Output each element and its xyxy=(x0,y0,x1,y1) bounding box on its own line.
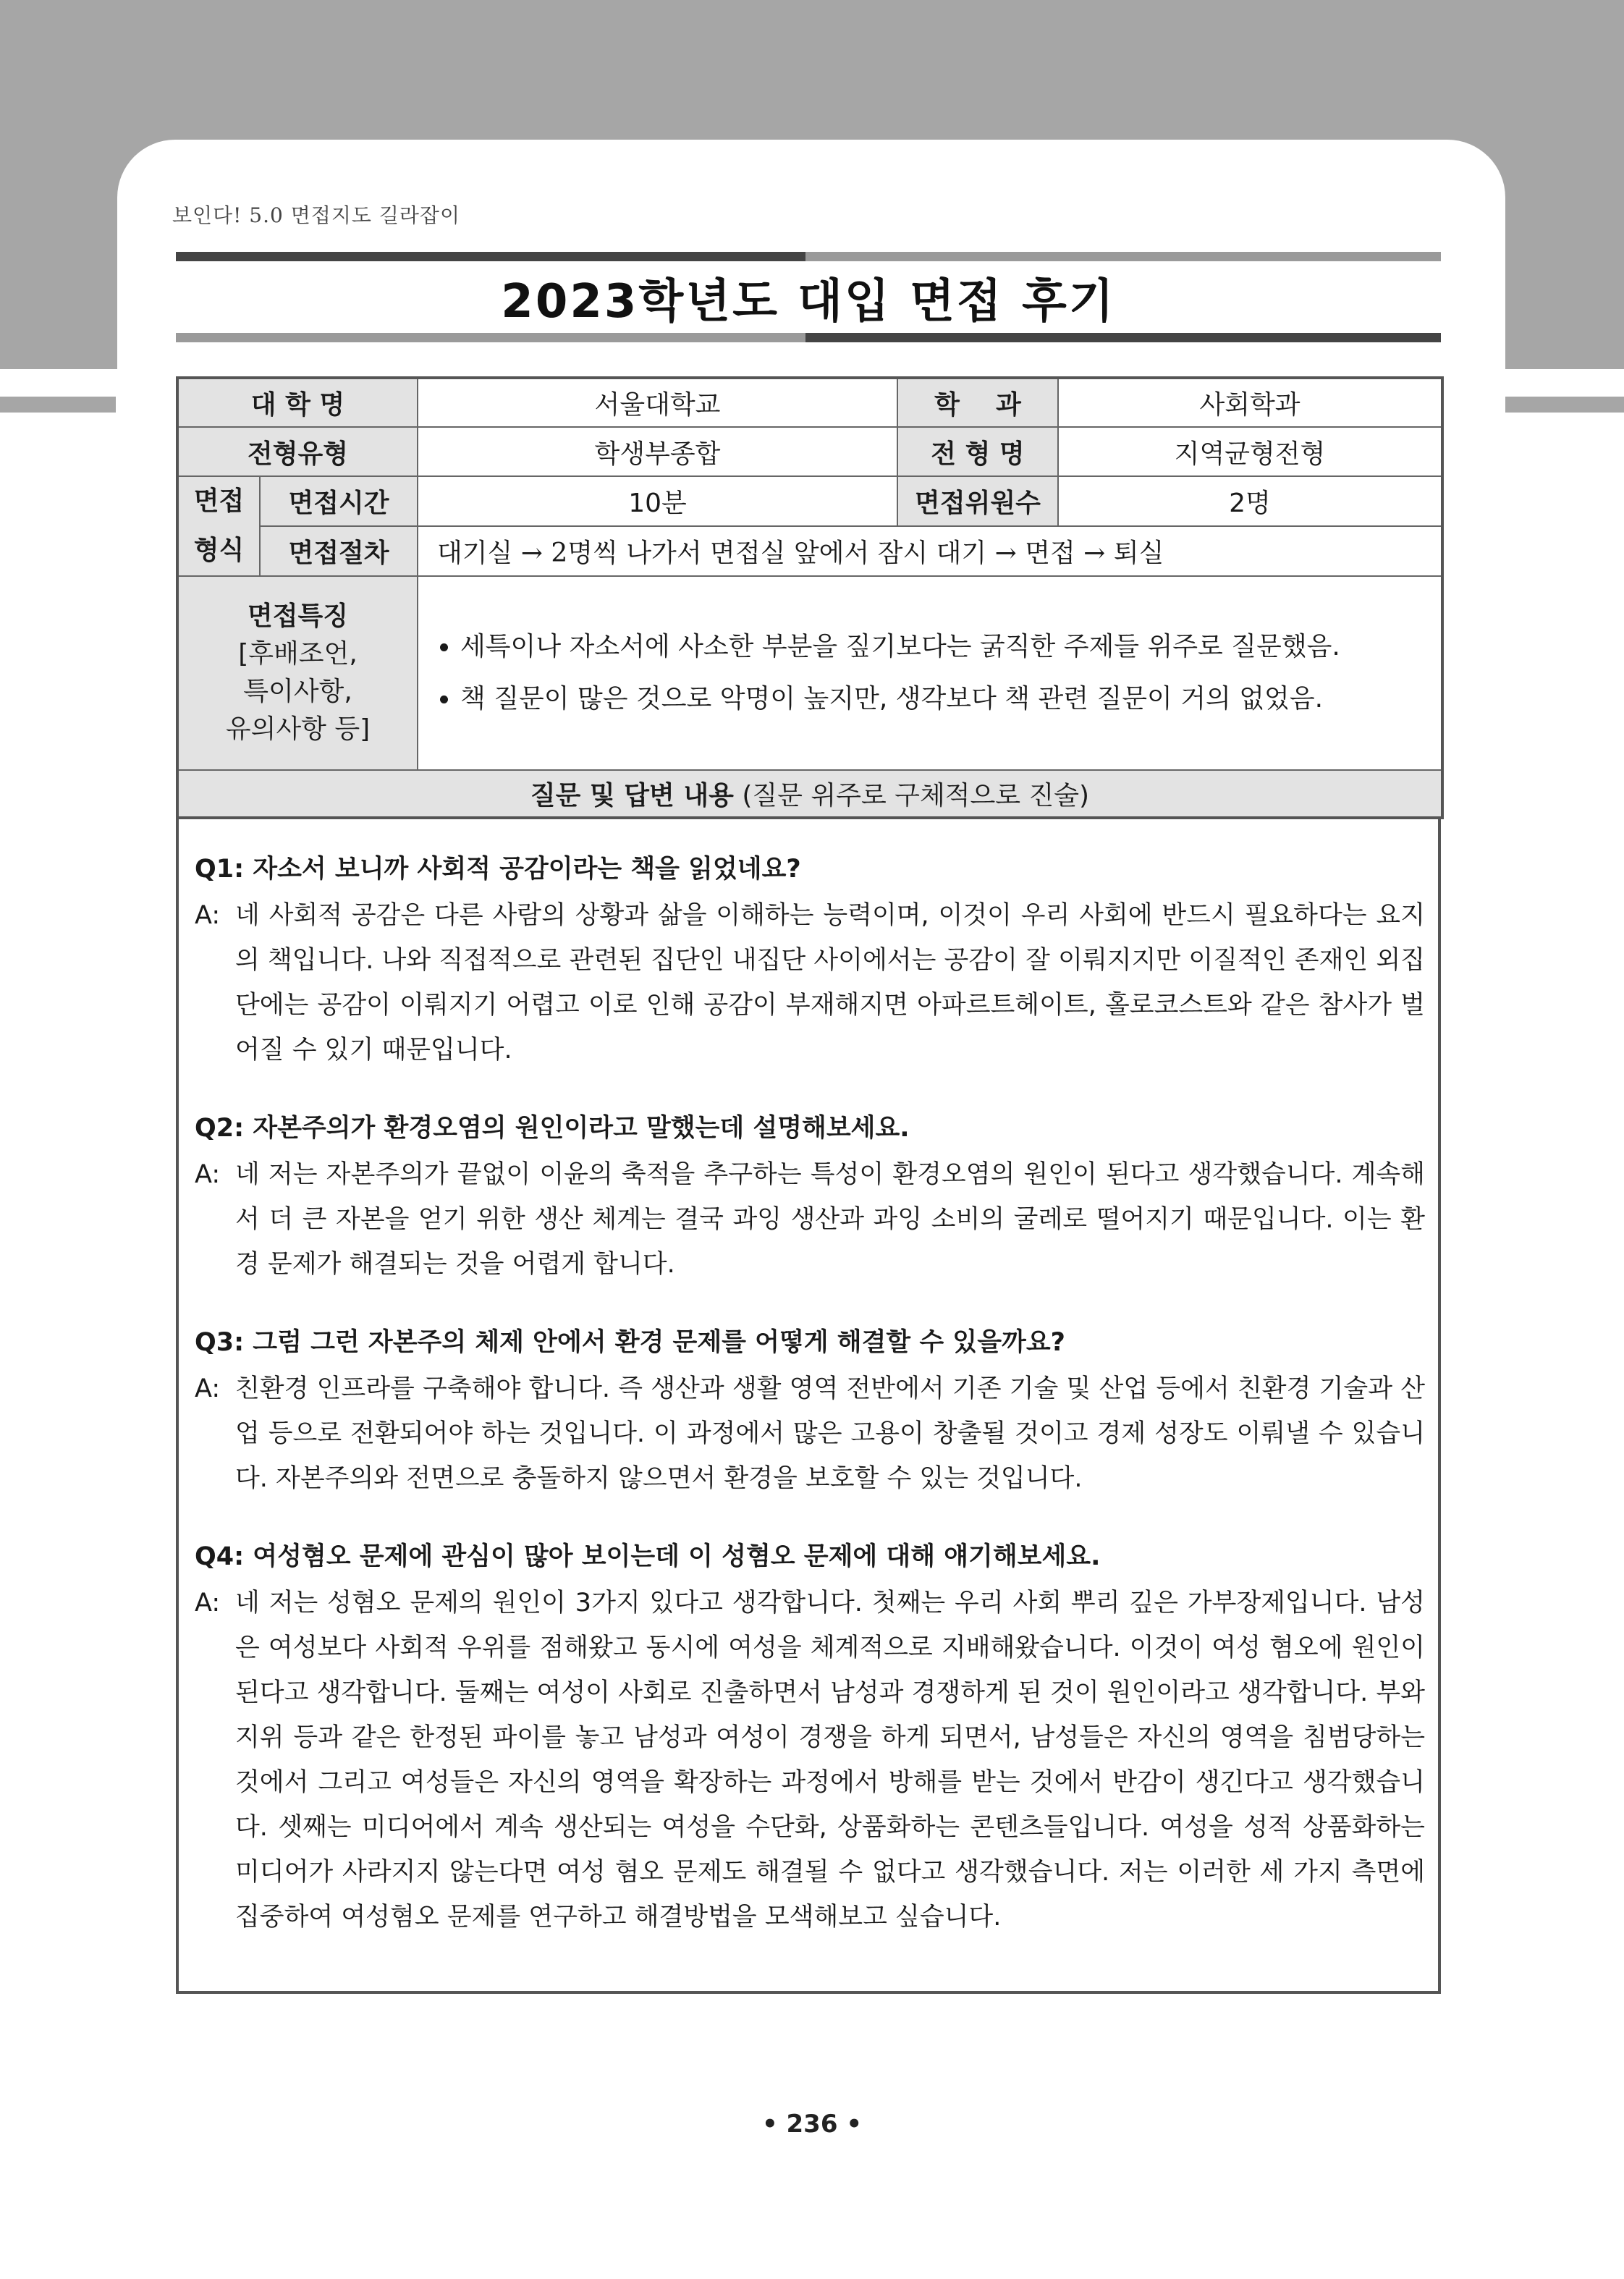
qa-item xyxy=(195,845,1425,1073)
table-row xyxy=(177,378,1442,427)
side-rule-left xyxy=(0,397,116,413)
admission-name-label: 전 형 명 xyxy=(897,427,1058,476)
list-item: • 책 질문이 많은 것으로 악명이 높지만, 생각보다 책 관련 질문이 거의 없었음. xyxy=(460,673,1441,725)
admission-name-value: 지역균형전형 xyxy=(1058,427,1442,476)
qa-item xyxy=(195,1533,1425,1940)
title-rule-bottom xyxy=(176,333,1441,342)
format-label-line: 형식 xyxy=(193,536,245,565)
question: Q1: 자소서 보니까 사회적 공감이라는 책을 읽었네요? xyxy=(195,855,801,884)
side-rule-right xyxy=(1505,397,1624,413)
answer xyxy=(195,1152,1425,1287)
answer-prefix: A: xyxy=(195,901,221,930)
answer-text: 네 저는 성혐오 문제의 원인이 3가지 있다고 생각합니다. 첫째는 우리 사회 뿌리 깊은 가부장제입니다. 남성은 여성보다 사회적 우위를 점해왔고 동시에 여성을 체계적으로 지배해왔습니다. 이것이 여성 혐오에 원인이 된다고 생각합니다. 둘째는 여성이 사회로 진출하면서 남성과 경쟁하게 된 것이 원인이라고 생각합니다. 부와 지위 등과 같은 한정된 파이를 놓고 남성과 여성이 경쟁을 하게 되면서, 남성들은 자신의 영역을 침범당하는 것에서 그리고 여성들은 자신의 영역을 확장하는 과정에서 방해를 받는 것에서 반감이 생긴다고 생각했습니다. 셋째는 미디어에서 계속 생산되는 여성을 수단화, 상품화하는 콘텐츠들입니다. 여성을 성적 상품화하는 미디어가 사라지지 않는다면 여성 혐오 문제도 해결될 수 없다고 생각했습니다. 저는 이러한 세 가지 측면에 집중하여 여성혐오 문제를 연구하고 해결방법을 모색해보고 싶습니다. xyxy=(235,1589,1425,1932)
answer-text: 네 사회적 공감은 다른 사람의 상황과 삶을 이해하는 능력이며, 이것이 우리 사회에 반드시 필요하다는 요지의 책입니다. 나와 직접적으로 관련된 집단인 내집단 사이에서는 공감이 잘 이뤄지지만 이질적인 존재인 외집단에는 공감이 이뤄지기 어렵고 이로 인해 공감이 부재해지면 아파르트헤이트, 홀로코스트와 같은 참사가 벌어질 수 있기 때문입니다. xyxy=(235,901,1425,1065)
features-label-line: 특이사항, xyxy=(243,677,352,706)
qa-item xyxy=(195,1319,1425,1501)
time-value: 10분 xyxy=(418,476,897,526)
qa-box xyxy=(176,816,1441,1994)
features-list xyxy=(418,576,1442,770)
qa-section-title: 질문 및 답변 내용 xyxy=(530,781,734,811)
university-value: 서울대학교 xyxy=(418,378,897,427)
question: Q4: 여성혐오 문제에 관심이 많아 보이는데 이 성혐오 문제에 대해 얘기해보세요. xyxy=(195,1542,1101,1571)
features-label-line: [후배조언, xyxy=(238,639,358,669)
procedure-label: 면접절차 xyxy=(260,526,418,576)
page-title: 2023학년도 대입 면접 후기 xyxy=(501,274,1116,329)
table-row xyxy=(177,576,1442,770)
question: Q2: 자본주의가 환경오염의 원인이라고 말했는데 설명해보세요. xyxy=(195,1114,910,1143)
interview-info-table xyxy=(176,376,1444,819)
department-label: 학 과 xyxy=(897,378,1058,427)
features-label-line: 유의사항 등] xyxy=(225,714,371,744)
table-row xyxy=(177,770,1442,818)
list-item: • 세특이나 자소서에 사소한 부분을 짚기보다는 굵직한 주제들 위주로 질문했음. xyxy=(460,621,1441,673)
answer-prefix: A: xyxy=(195,1589,221,1618)
answer xyxy=(195,1366,1425,1501)
answer-text: 친환경 인프라를 구축해야 합니다. 즉 생산과 생활 영역 전반에서 기존 기술 및 산업 등에서 친환경 기술과 산업 등으로 전환되어야 하는 것입니다. 이 과정에서 많은 고용이 창출될 것이고 경제 성장도 이뤄낼 수 있습니다. 자본주의와 전면으로 충돌하지 않으면서 환경을 보호할 수 있는 것입니다. xyxy=(235,1374,1425,1493)
interviewers-value: 2명 xyxy=(1058,476,1442,526)
features-label xyxy=(177,576,418,770)
interviewers-label: 면접위원수 xyxy=(897,476,1058,526)
answer xyxy=(195,1581,1425,1940)
format-label xyxy=(177,476,260,576)
table-row xyxy=(177,427,1442,476)
university-label: 대 학 명 xyxy=(177,378,418,427)
qa-item xyxy=(195,1104,1425,1287)
admission-type-label: 전형유형 xyxy=(177,427,418,476)
qa-section-header xyxy=(177,770,1442,818)
procedure-value: 대기실 → 2명씩 나가서 면접실 앞에서 잠시 대기 → 면접 → 퇴실 xyxy=(418,526,1442,576)
qa-section-note: (질문 위주로 구체적으로 진술) xyxy=(733,781,1090,811)
table-row xyxy=(177,476,1442,526)
title-rule-top xyxy=(176,252,1441,261)
admission-type-value: 학생부종합 xyxy=(418,427,897,476)
question: Q3: 그럼 그런 자본주의 체제 안에서 환경 문제를 어떻게 해결할 수 있을까요? xyxy=(195,1328,1065,1357)
answer-text: 네 저는 자본주의가 끝없이 이윤의 축적을 추구하는 특성이 환경오염의 원인이 된다고 생각했습니다. 계속해서 더 큰 자본을 얻기 위한 생산 체계는 결국 과잉 생산과 과잉 소비의 굴레로 떨어지기 때문입니다. 이는 환경 문제가 해결되는 것을 어렵게 합니다. xyxy=(235,1160,1425,1279)
qa-list xyxy=(195,845,1425,1940)
answer-prefix: A: xyxy=(195,1374,221,1403)
running-head: 보인다! 5.0 면접지도 길라잡이 xyxy=(172,203,461,227)
features-label-title: 면접특징 xyxy=(247,601,349,631)
answer-prefix: A: xyxy=(195,1160,221,1189)
table-row xyxy=(177,526,1442,576)
time-label: 면접시간 xyxy=(260,476,418,526)
format-label-line: 면접 xyxy=(193,486,245,516)
answer xyxy=(195,893,1425,1073)
department-value: 사회학과 xyxy=(1058,378,1442,427)
page-number: • 236 • xyxy=(761,2110,863,2139)
